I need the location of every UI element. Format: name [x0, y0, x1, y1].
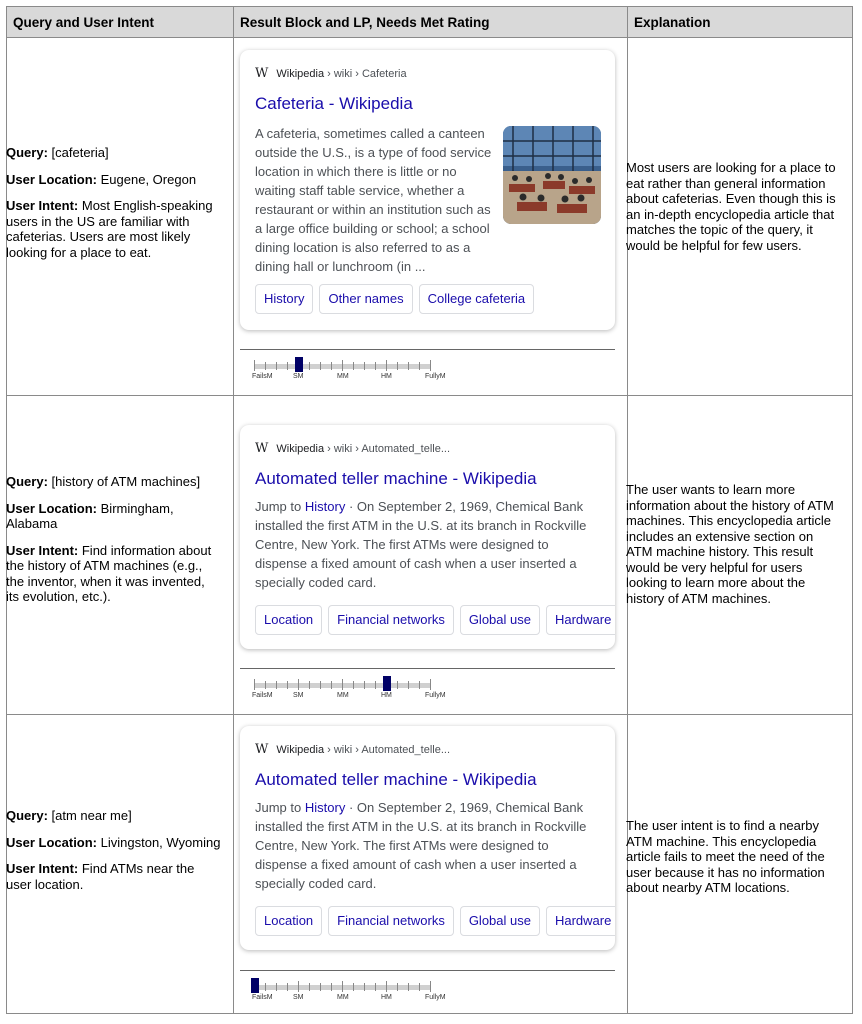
row-2-intent-cell	[6, 474, 221, 616]
slider-tick	[320, 983, 321, 991]
chip-college-cafeteria[interactable]: College cafeteria	[419, 284, 535, 314]
jump-to-prefix: Jump to	[255, 499, 302, 514]
url-path: › wiki › Cafeteria	[327, 68, 407, 80]
site-name: Wikipedia	[276, 68, 325, 80]
slider-tick	[331, 681, 332, 689]
result-title-link[interactable]: Automated teller machine - Wikipedia	[255, 469, 537, 488]
slider-tick	[375, 983, 376, 991]
result-card	[240, 726, 615, 950]
url-path: › wiki › Automated_telle...	[327, 744, 451, 756]
slider-tick	[276, 362, 277, 370]
slider-tick	[397, 681, 398, 689]
slider-tick	[419, 681, 420, 689]
query-text: [atm near me]	[51, 808, 132, 823]
user-intent: Find ATMs near the user location.	[6, 861, 195, 892]
column-divider	[233, 7, 234, 1013]
scale-label-fullym: FullyM	[425, 373, 446, 380]
jump-to-history-link[interactable]: History	[304, 800, 346, 815]
slider-tick	[408, 362, 409, 370]
query-label: Query:	[6, 808, 48, 823]
slider-tick	[320, 681, 321, 689]
chip-location[interactable]: Location	[255, 906, 322, 936]
row-1-intent-cell	[6, 145, 221, 271]
slider-thumb[interactable]	[251, 978, 259, 993]
slider-tick	[419, 362, 420, 370]
scale-label-mm: MM	[337, 692, 349, 699]
slider-tick	[331, 983, 332, 991]
scale-label-hm: HM	[381, 994, 392, 1001]
breadcrumb	[255, 441, 450, 456]
chip-financial-networks[interactable]: Financial networks	[328, 906, 454, 936]
chip-hardware[interactable]: Hardware	[546, 605, 615, 635]
slider-tick	[298, 981, 299, 992]
scale-label-fullym: FullyM	[425, 692, 446, 699]
query-label: Query:	[6, 145, 48, 160]
slider-tick	[353, 681, 354, 689]
chip-location[interactable]: Location	[255, 605, 322, 635]
slider-divider	[240, 668, 615, 669]
slider-tick	[364, 681, 365, 689]
slider-tick	[320, 362, 321, 370]
url-path: › wiki › Automated_telle...	[327, 443, 451, 455]
slider-tick	[364, 362, 365, 370]
row-divider	[7, 37, 852, 38]
slider-tick	[265, 362, 266, 370]
slider-tick	[287, 362, 288, 370]
header-explanation: Explanation	[634, 15, 711, 30]
slider-tick	[265, 681, 266, 689]
scale-label-sm: SM	[293, 994, 304, 1001]
result-card	[240, 50, 615, 330]
location-label: User Location:	[6, 171, 98, 187]
slider-thumb[interactable]	[383, 676, 391, 691]
wikipedia-logo-icon: W	[255, 66, 269, 81]
intent-label: User Intent:	[6, 861, 79, 876]
slider-tick	[397, 362, 398, 370]
scale-label-mm: MM	[337, 373, 349, 380]
wikipedia-logo-icon: W	[255, 742, 269, 757]
row-divider	[7, 395, 852, 396]
user-location: Birmingham, Alabama	[6, 500, 174, 531]
chip-other-names[interactable]: Other names	[319, 284, 412, 314]
sitelink-chips	[255, 284, 540, 314]
result-title-link[interactable]: Automated teller machine - Wikipedia	[255, 770, 537, 789]
intent-label: User Intent:	[6, 198, 79, 213]
result-snippet: A cafeteria, sometimes called a canteen outside the U.S., is a type of food service location in which there is little or no waiting staff table service, whether a restaurant or within an institution such as a large office building or school; a school dining location is also referred to as a dining hall or lunchroom (in ...	[255, 126, 492, 274]
sitelink-chips	[255, 605, 615, 635]
site-name: Wikipedia	[276, 443, 325, 455]
site-name: Wikipedia	[276, 744, 325, 756]
slider-tick	[331, 362, 332, 370]
slider-tick	[287, 681, 288, 689]
sitelink-chips	[255, 906, 615, 936]
location-label: User Location:	[6, 500, 98, 516]
slider-tick	[309, 983, 310, 991]
slider-tick	[342, 360, 343, 371]
row-3-explanation: The user intent is to find a nearby ATM machine. This encyclopedia article fails to meet the need of the user because it has no information about nearby ATM locations.	[626, 818, 825, 895]
chip-global-use[interactable]: Global use	[460, 605, 540, 635]
jump-to-prefix: Jump to	[255, 800, 302, 815]
chip-global-use[interactable]: Global use	[460, 906, 540, 936]
slider-tick	[386, 981, 387, 992]
slider-tick	[309, 681, 310, 689]
slider-tick	[342, 679, 343, 690]
slider-tick	[364, 983, 365, 991]
query-text: [cafeteria]	[51, 145, 109, 160]
needs-met-rating-slider[interactable]	[240, 349, 615, 395]
slider-tick	[419, 983, 420, 991]
scale-label-mm: MM	[337, 994, 349, 1001]
snippet-text: · On September 2, 1969, Chemical Bank installed the first ATM in the U.S. at its branch in Rockville Centre, New York. The first ATMs were designed to dispense a fixed amount of cash when a user inserted a specially coded card.	[255, 499, 587, 590]
slider-tick	[353, 983, 354, 991]
query-label: Query:	[6, 474, 48, 489]
row-1-explanation: Most users are looking for a place to eat rather than general information about cafeterias. Even though this is an in-depth encyclopedia article that matches the topic of the query, it would be helpful for few users.	[626, 160, 836, 253]
needs-met-rating-slider[interactable]	[240, 668, 615, 714]
slider-tick	[298, 679, 299, 690]
scale-label-sm: SM	[293, 692, 304, 699]
user-intent: Find information about the history of ATM machines (e.g., the inventor, when it was invented, its evolution, etc.).	[6, 542, 212, 604]
scale-label-hm: HM	[381, 692, 392, 699]
location-label: User Location:	[6, 834, 98, 850]
slider-tick	[254, 679, 255, 690]
slider-tick	[386, 360, 387, 371]
result-card	[240, 425, 615, 649]
slider-tick	[254, 360, 255, 371]
user-location: Eugene, Oregon	[100, 171, 197, 187]
result-snippet	[255, 798, 600, 893]
slider-tick	[342, 981, 343, 992]
scale-label-failsm: FailsM	[252, 692, 273, 699]
slider-tick	[397, 983, 398, 991]
header-result-block: Result Block and LP, Needs Met Rating	[240, 15, 490, 30]
slider-tick	[276, 983, 277, 991]
chip-hardware[interactable]: Hardware	[546, 906, 615, 936]
result-title-link[interactable]: Cafeteria - Wikipedia	[255, 94, 413, 113]
chip-financial-networks[interactable]: Financial networks	[328, 605, 454, 635]
result-snippet	[255, 497, 600, 592]
breadcrumb	[255, 66, 407, 81]
chip-history[interactable]: History	[255, 284, 313, 314]
slider-tick	[276, 681, 277, 689]
snippet-text: · On September 2, 1969, Chemical Bank installed the first ATM in the U.S. at its branch in Rockville Centre, New York. The first ATMs were designed to dispense a fixed amount of cash when a user inserted a specially coded card.	[255, 800, 587, 891]
slider-tick	[375, 681, 376, 689]
cafeteria-photo-icon	[503, 126, 601, 224]
slider-tick	[430, 360, 431, 371]
slider-tick	[265, 983, 266, 991]
row-2-explanation: The user wants to learn more information about the history of ATM machines. This encyclopedia article includes an extensive section on ATM machine history. This result would be very helpful for users looking to learn more about the history of ATM machines.	[626, 482, 834, 606]
user-location: Livingston, Wyoming	[100, 834, 221, 850]
slider-tick	[375, 362, 376, 370]
scale-label-failsm: FailsM	[252, 373, 273, 380]
slider-tick	[309, 362, 310, 370]
slider-tick	[408, 681, 409, 689]
scale-label-failsm: FailsM	[252, 994, 273, 1001]
breadcrumb	[255, 742, 450, 757]
slider-tick	[287, 983, 288, 991]
scale-label-hm: HM	[381, 373, 392, 380]
needs-met-rating-slider[interactable]	[240, 970, 615, 1016]
slider-tick	[430, 679, 431, 690]
slider-tick	[430, 981, 431, 992]
cafeteria-thumbnail	[503, 126, 601, 224]
slider-divider	[240, 349, 615, 350]
slider-tick	[353, 362, 354, 370]
wikipedia-logo-icon: W	[255, 441, 269, 456]
slider-divider	[240, 970, 615, 971]
header-query-intent: Query and User Intent	[13, 15, 155, 30]
scale-label-fullym: FullyM	[425, 994, 446, 1001]
slider-tick	[408, 983, 409, 991]
scale-label-sm: SM	[293, 373, 304, 380]
jump-to-history-link[interactable]: History	[304, 499, 346, 514]
row-divider	[7, 714, 852, 715]
row-3-intent-cell	[6, 808, 221, 903]
intent-label: User Intent:	[6, 542, 79, 558]
slider-thumb[interactable]	[295, 357, 303, 372]
query-text: [history of ATM machines]	[51, 474, 201, 489]
user-intent: Most English-speaking users in the US are familiar with cafeterias. Users are most likely looking for a place to eat.	[6, 198, 213, 260]
